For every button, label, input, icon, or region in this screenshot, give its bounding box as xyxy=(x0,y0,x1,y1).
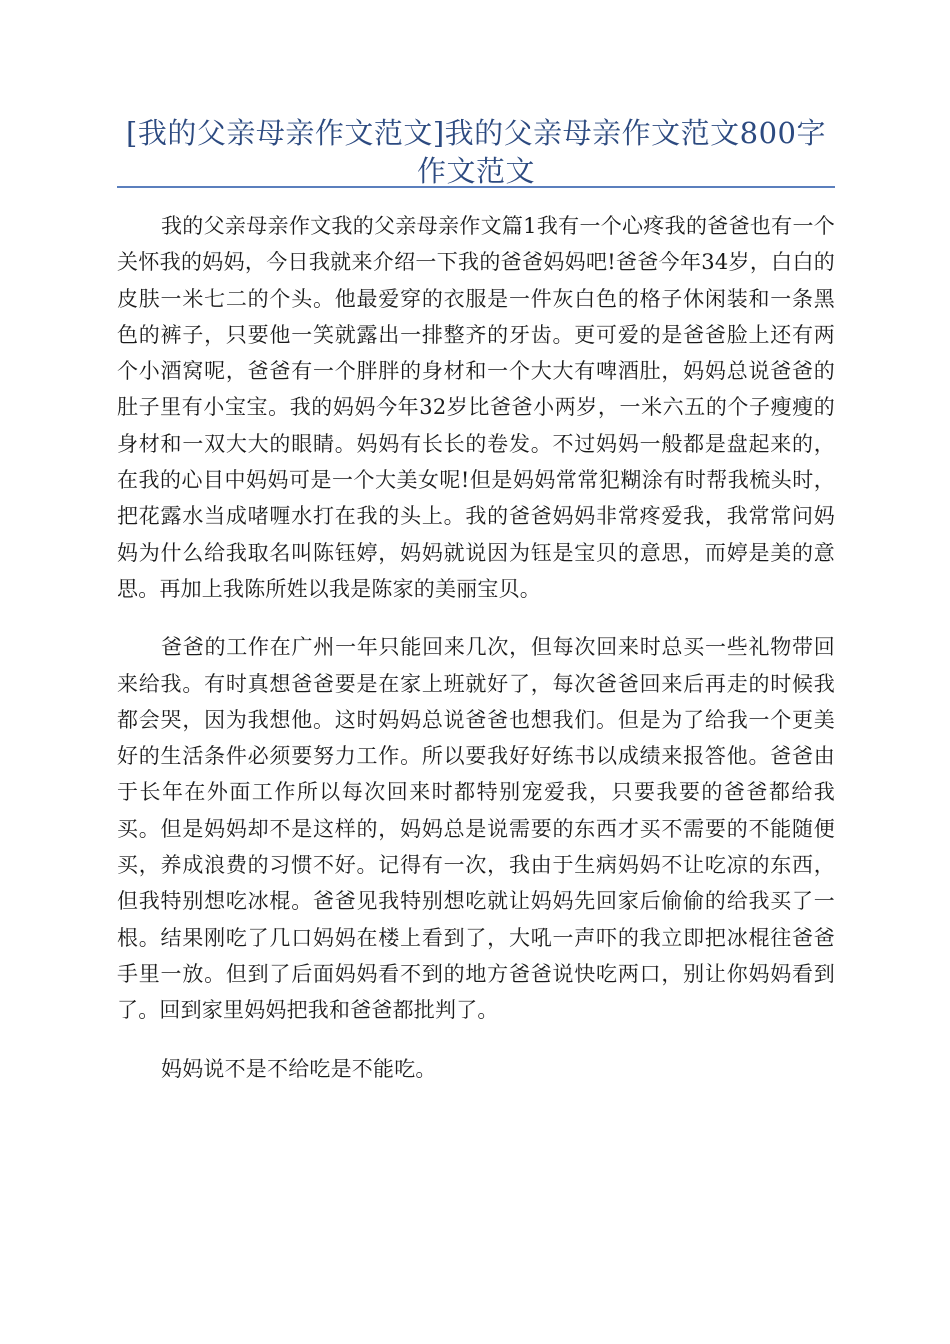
title-underline xyxy=(117,186,835,188)
paragraph-3: 妈妈说不是不给吃是不能吃。 xyxy=(161,1056,437,1081)
paragraph-2: 爸爸的工作在广州一年只能回来几次，但每次回来时总买一些礼物带回来给我。有时真想爸爸要是在家上班就好了，每次爸爸回来后再走的时候我都会哭，因为我想他。这时妈妈总说爸爸也想我们。但是为了给我一个更美好的生活条件必须要努力工作。所以要我好好练书以成绩来报答他。爸爸由于长年在外面工作所以每次回来时都特别宠爱我，只要我要的爸爸都给我买。但是妈妈却不是这样的，妈妈总是说需要的东西才买不需要的不能随便买，养成浪费的习惯不好。记得有一次，我由于生病妈妈不让吃凉的东西，但我特别想吃冰棍。爸爸见我特别想吃就让妈妈先回家后偷偷的给我买了一根。结果刚吃了几口妈妈在楼上看到了，大吼一声吓的我立即把冰棍往爸爸手里一放。但到了后面妈妈看不到的地方爸爸说快吃两口，别让你妈妈看到了。回到家里妈妈把我和爸爸都批判了。 xyxy=(117,635,835,1023)
document-body xyxy=(117,208,835,1109)
paragraph-1: 我的父亲母亲作文我的父亲母亲作文篇1我有一个心疼我的爸爸也有一个关怀我的妈妈，今日我就来介绍一下我的爸爸妈妈吧!爸爸今年34岁，白白的皮肤一米七二的个头。他最爱穿的衣服是一件灰白色的格子休闲装和一条黑色的裤子，只要他一笑就露出一排整齐的牙齿。更可爱的是爸爸脸上还有两个小酒窝呢，爸爸有一个胖胖的身材和一个大大有啤酒肚，妈妈总说爸爸的肚子里有小宝宝。我的妈妈今年32岁比爸爸小两岁，一米六五的个子瘦瘦的身材和一双大大的眼睛。妈妈有长长的卷发。不过妈妈一般都是盘起来的，在我的心目中妈妈可是一个大美女呢!但是妈妈常常犯糊涂有时帮我梳头时，把花露水当成啫喱水打在我的头上。我的爸爸妈妈非常疼爱我，我常常问妈妈为什么给我取名叫陈钰婷，妈妈就说因为钰是宝贝的意思，而婷是美的意思。再加上我陈所姓以我是陈家的美丽宝贝。 xyxy=(117,214,835,601)
document-title: [我的父亲母亲作文范文]我的父亲母亲作文范文800字作文范文 xyxy=(126,116,826,188)
